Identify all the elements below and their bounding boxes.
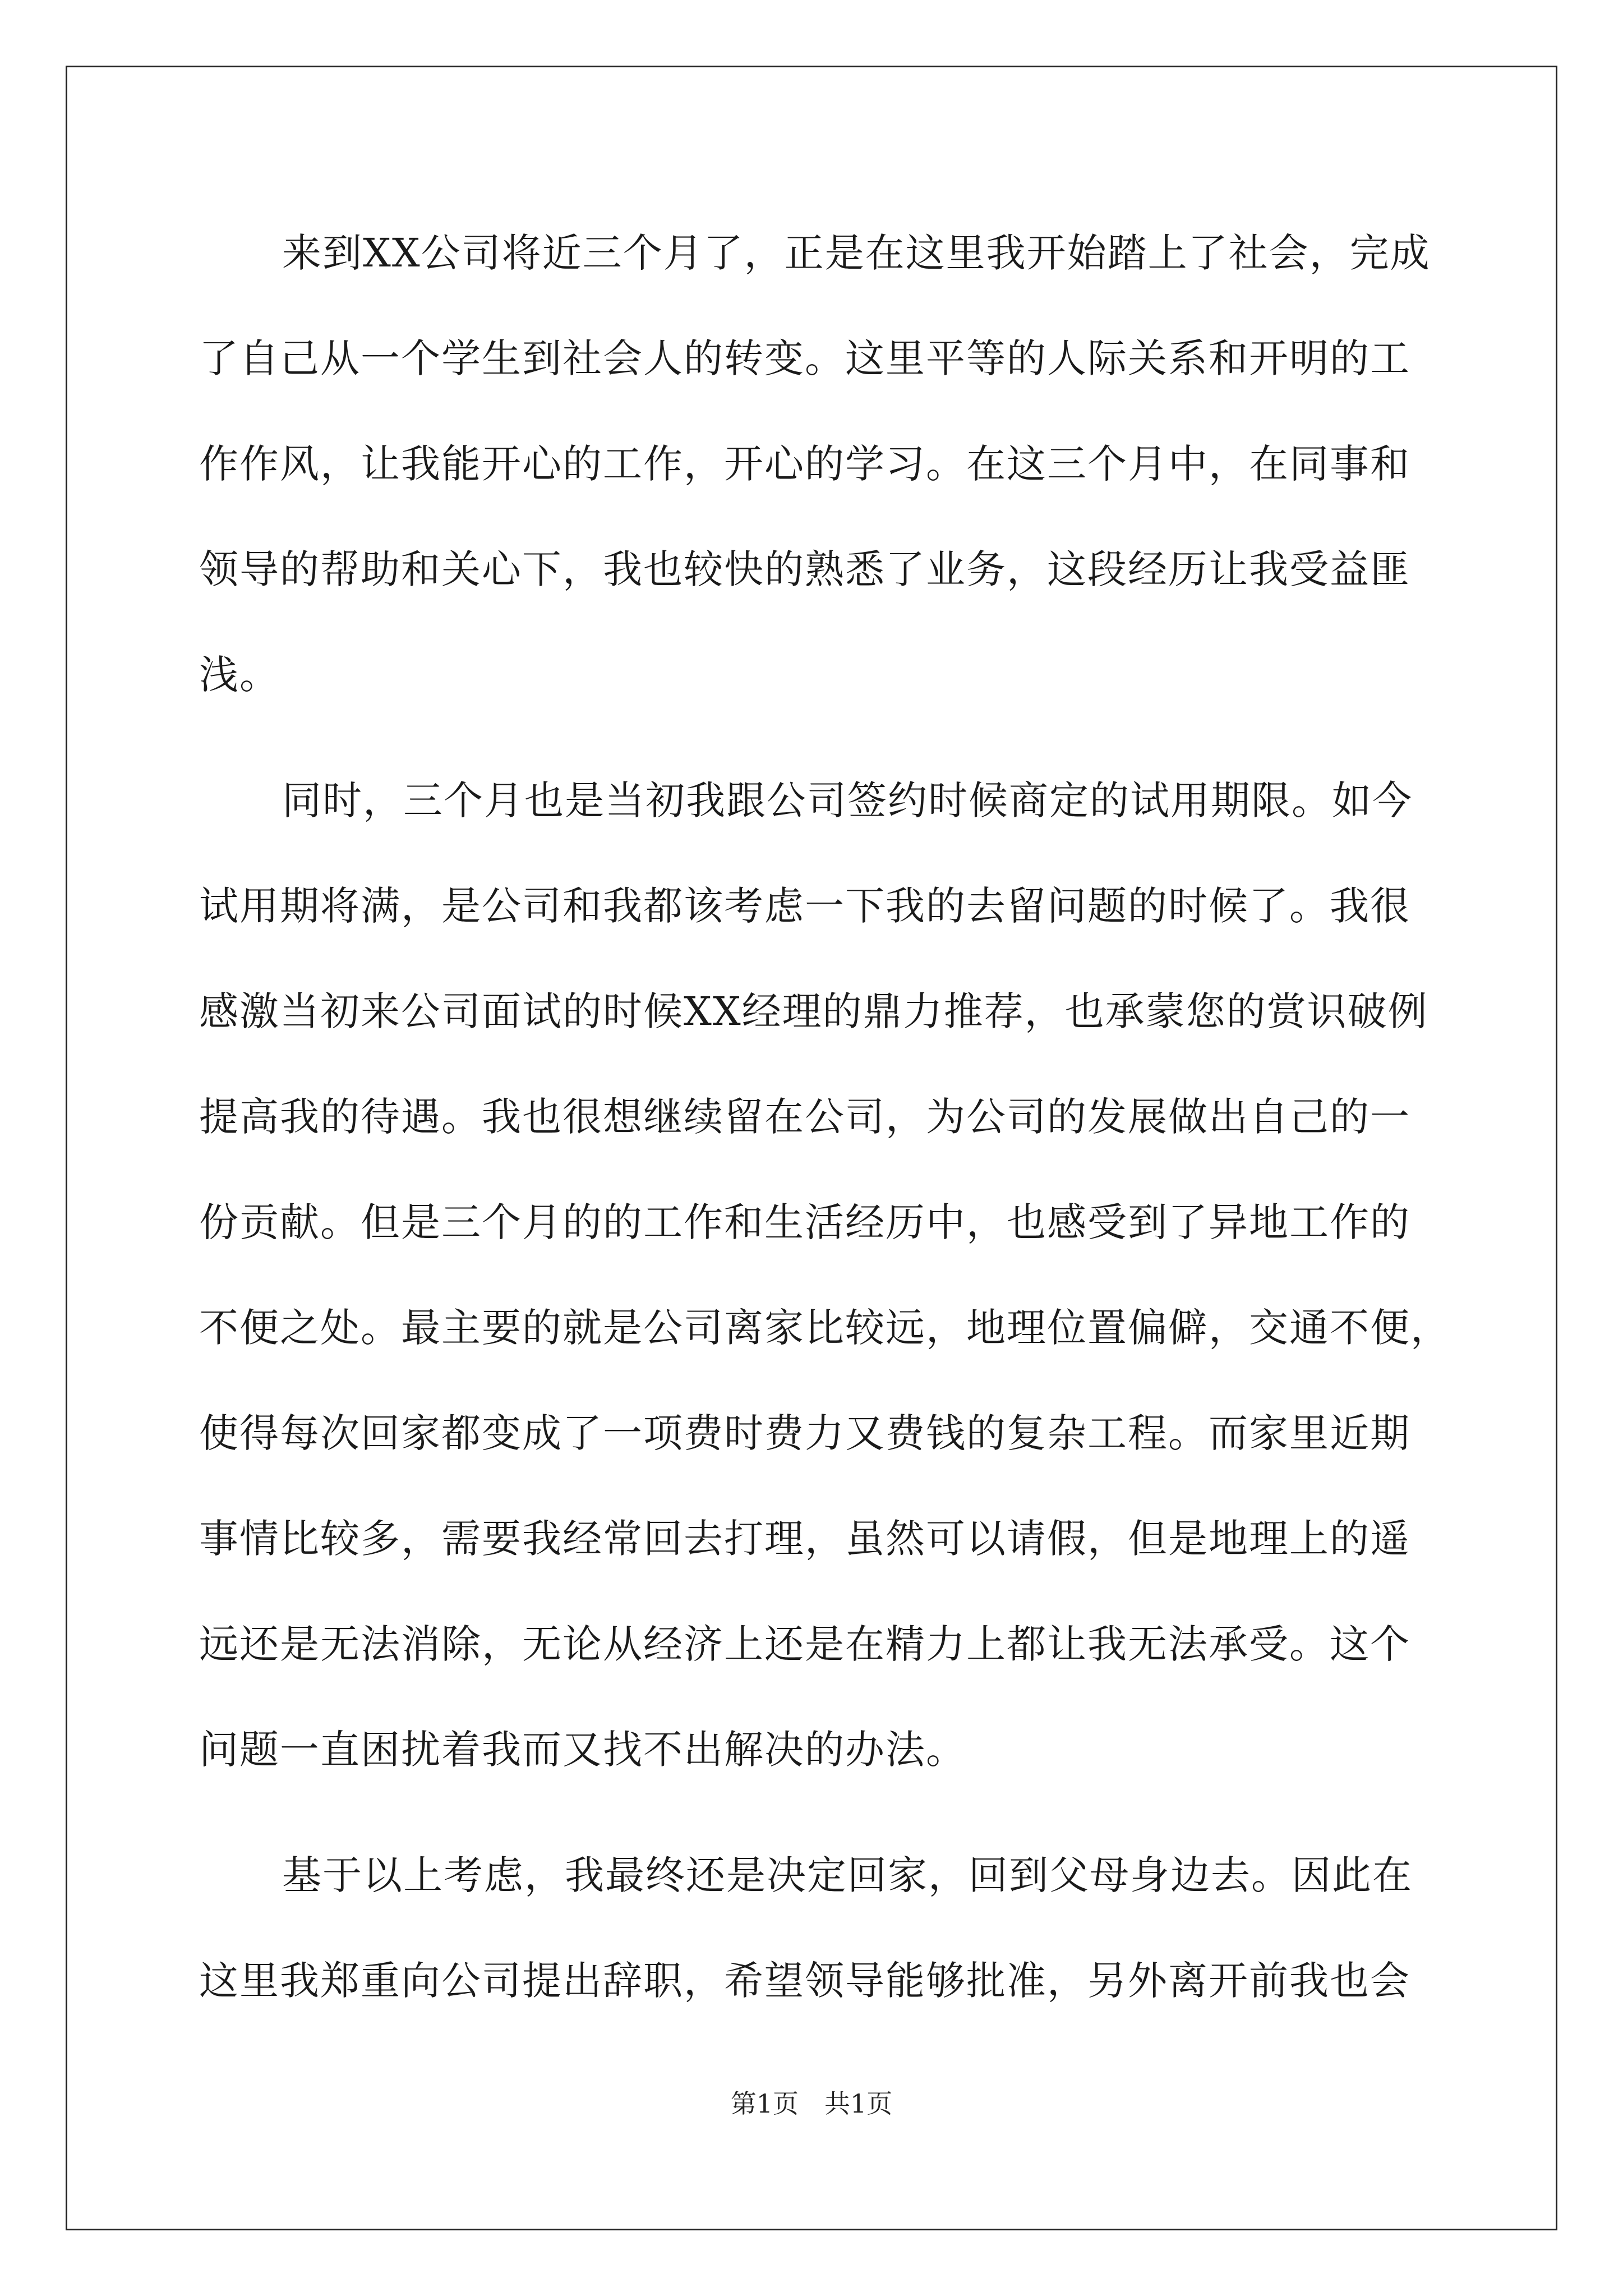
document-body (199, 222, 1451, 2055)
text-line: 基于以上考虑，我最终还是决定回家，回到父母身边去。因此在 (282, 1852, 1413, 1898)
paragraph-gap (199, 749, 1424, 770)
text-line: 这里我郑重向公司提出辞职，希望领导能够批准，另外离开前我也会 (199, 1958, 1410, 2004)
text-line: 份贡献。但是三个月的的工作和生活经历中，也感受到了异地工作的 (199, 1199, 1410, 1245)
text-line: 使得每次回家都变成了一项费时费力又费钱的复杂工程。而家里近期 (199, 1410, 1410, 1456)
text-line: 不便之处。最主要的就是公司离家比较远，地理位置偏僻，交通不便， (199, 1305, 1451, 1351)
page-footer: 第1页 共1页 (730, 2088, 893, 2119)
text-line: 作作风，让我能开心的工作，开心的学习。在这三个月中，在同事和 (199, 441, 1410, 487)
text-line: 同时，三个月也是当初我跟公司签约时候商定的试用期限。如今 (282, 777, 1413, 823)
text-line: 提高我的待遇。我也很想继续留在公司，为公司的发展做出自己的一 (199, 1094, 1410, 1140)
text-line: 事情比较多，需要我经常回去打理，虽然可以请假，但是地理上的遥 (199, 1516, 1410, 1562)
text-line: 问题一直困扰着我而又找不出解决的办法。 (199, 1727, 966, 1773)
text-line: 远还是无法消除，无论从经济上还是在精力上都让我无法承受。这个 (199, 1621, 1410, 1667)
paragraph-gap (199, 1824, 1424, 1844)
text-line: 领导的帮助和关心下，我也较快的熟悉了业务，这段经历让我受益匪 (199, 546, 1410, 592)
text-line: 感激当初来公司面试的时候XX经理的鼎力推荐，也承蒙您的赏识破例 (199, 988, 1428, 1034)
text-line: 试用期将满，是公司和我都该考虑一下我的去留问题的时候了。我很 (199, 883, 1410, 929)
text-line: 浅。 (199, 652, 280, 698)
text-line: 来到XX公司将近三个月了，正是在这里我开始踏上了社会，完成 (282, 230, 1431, 276)
text-line: 了自己从一个学生到社会人的转变。这里平等的人际关系和开明的工 (199, 335, 1410, 381)
